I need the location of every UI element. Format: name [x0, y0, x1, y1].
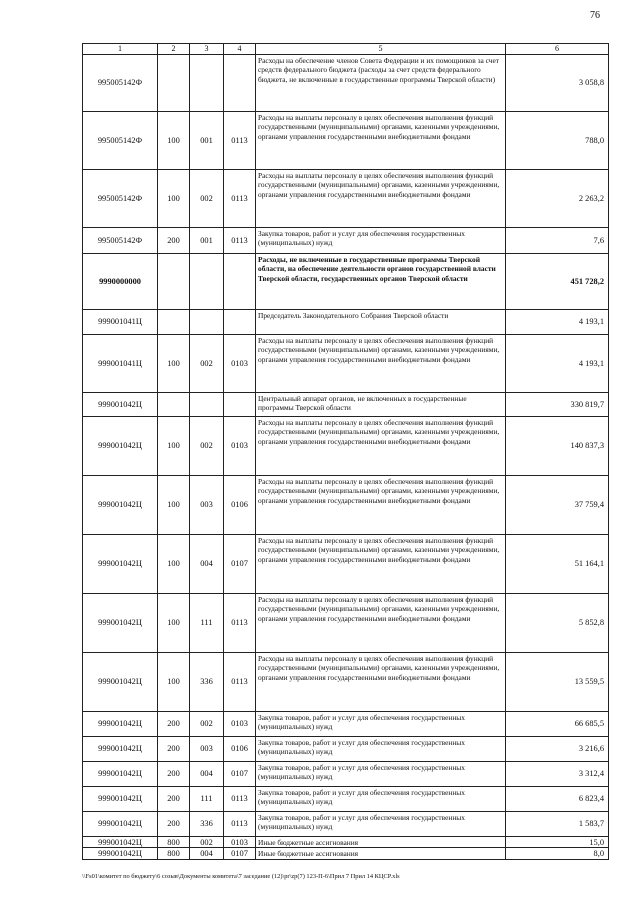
amount-cell: 15,0: [506, 837, 609, 848]
column-header: 3: [190, 44, 224, 55]
code-cell: 995005142Ф: [83, 170, 158, 228]
description-cell: Расходы на выплаты персоналу в целях обеспечения выполнения функций государственными (муниципальными) органами, казенными учреждениями, органами управления государственными внебюджетными фондами: [256, 535, 506, 594]
amount-cell: 51 164,1: [506, 535, 609, 594]
description-cell: Расходы на выплаты персоналу в целях обеспечения выполнения функций государственными (муниципальными) органами, казенными учреждениями, органами управления государственными внебюджетными фондами: [256, 476, 506, 535]
table-row: [83, 812, 609, 837]
amount-cell: 140 837,3: [506, 417, 609, 476]
amount-cell: 4 193,1: [506, 335, 609, 393]
code-cell: 999001042Ц: [83, 762, 158, 787]
code-cell: 999001042Ц: [83, 393, 158, 417]
subsection-cell: 0103: [224, 712, 256, 737]
code-cell: 999001042Ц: [83, 476, 158, 535]
ministry-cell: 111: [190, 787, 224, 812]
amount-cell: 451 728,2: [506, 254, 609, 310]
ministry-cell: 002: [190, 712, 224, 737]
subsection-cell: 0113: [224, 594, 256, 653]
ministry-cell: 004: [190, 535, 224, 594]
section-cell: 100: [158, 335, 190, 393]
ministry-cell: 002: [190, 170, 224, 228]
code-cell: 999001042Ц: [83, 417, 158, 476]
column-header: 4: [224, 44, 256, 55]
section-cell: 800: [158, 837, 190, 848]
code-cell: 999001042Ц: [83, 812, 158, 837]
ministry-cell: 336: [190, 653, 224, 712]
table-row: [83, 310, 609, 335]
section-cell: [158, 393, 190, 417]
code-cell: 995005142Ф: [83, 112, 158, 170]
table-row: [83, 712, 609, 737]
description-cell: Закупка товаров, работ и услуг для обеспечения государственных (муниципальных) нужд: [256, 737, 506, 762]
description-cell: Закупка товаров, работ и услуг для обеспечения государственных (муниципальных) нужд: [256, 762, 506, 787]
subsection-cell: [224, 55, 256, 112]
table-header-row: [83, 44, 609, 55]
section-cell: [158, 254, 190, 310]
column-header: 5: [256, 44, 506, 55]
code-cell: 999001042Ц: [83, 787, 158, 812]
description-cell: Расходы на выплаты персоналу в целях обеспечения выполнения функций государственными (муниципальными) органами, казенными учреждениями, органами управления государственными внебюджетными фондами: [256, 594, 506, 653]
ministry-cell: 002: [190, 837, 224, 848]
amount-cell: 3 312,4: [506, 762, 609, 787]
amount-cell: 788,0: [506, 112, 609, 170]
code-cell: 999001042Ц: [83, 535, 158, 594]
section-cell: 100: [158, 653, 190, 712]
table-row: [83, 335, 609, 393]
subsection-cell: 0107: [224, 848, 256, 859]
section-cell: 100: [158, 594, 190, 653]
subsection-cell: 0113: [224, 112, 256, 170]
subsection-cell: [224, 393, 256, 417]
section-cell: [158, 310, 190, 335]
table-row: [83, 476, 609, 535]
ministry-cell: 336: [190, 812, 224, 837]
amount-cell: 6 823,4: [506, 787, 609, 812]
subsection-cell: 0103: [224, 837, 256, 848]
table-body: [83, 55, 609, 860]
section-cell: 100: [158, 535, 190, 594]
page-number: 76: [590, 10, 600, 21]
section-cell: 800: [158, 848, 190, 859]
subsection-cell: 0107: [224, 535, 256, 594]
code-cell: 999001042Ц: [83, 653, 158, 712]
code-cell: 995005142Ф: [83, 55, 158, 112]
table-row: [83, 535, 609, 594]
section-cell: 200: [158, 737, 190, 762]
table-row: [83, 848, 609, 859]
description-cell: Расходы на выплаты персоналу в целях обеспечения выполнения функций государственными (муниципальными) органами, казенными учреждениями, органами управления государственными внебюджетными фондами: [256, 417, 506, 476]
table-row: [83, 594, 609, 653]
ministry-cell: 002: [190, 417, 224, 476]
code-cell: 999001042Ц: [83, 737, 158, 762]
column-header: 1: [83, 44, 158, 55]
table-row: [83, 393, 609, 417]
description-cell: Иные бюджетные ассигнования: [256, 848, 506, 859]
ministry-cell: 002: [190, 335, 224, 393]
description-cell: Закупка товаров, работ и услуг для обеспечения государственных (муниципальных) нужд: [256, 812, 506, 837]
subsection-cell: 0113: [224, 787, 256, 812]
amount-cell: 4 193,1: [506, 310, 609, 335]
ministry-cell: 004: [190, 848, 224, 859]
description-cell: Расходы на выплаты персоналу в целях обеспечения выполнения функций государственными (муниципальными) органами, казенными учреждениями, органами управления государственными внебюджетными фондами: [256, 335, 506, 393]
ministry-cell: 003: [190, 476, 224, 535]
description-cell: Расходы на обеспечение членов Совета Федерации и их помощников за счет средств федерального бюджета (расходы за счет средств федерального бюджета, не включенные в государственные программы Тверской области): [256, 55, 506, 112]
amount-cell: 2 263,2: [506, 170, 609, 228]
subsection-cell: 0106: [224, 737, 256, 762]
subsection-cell: 0113: [224, 812, 256, 837]
amount-cell: 330 819,7: [506, 393, 609, 417]
subsection-cell: 0113: [224, 170, 256, 228]
amount-cell: 3 216,6: [506, 737, 609, 762]
description-cell: Председатель Законодательного Собрания Тверской области: [256, 310, 506, 335]
section-cell: 100: [158, 170, 190, 228]
table-row: [83, 55, 609, 112]
table-row: [83, 653, 609, 712]
table-row: [83, 228, 609, 254]
ministry-cell: 001: [190, 228, 224, 254]
code-cell: 9990000000: [83, 254, 158, 310]
description-cell: Расходы на выплаты персоналу в целях обеспечения выполнения функций государственными (муниципальными) органами, казенными учреждениями, органами управления государственными внебюджетными фондами: [256, 653, 506, 712]
column-header: 2: [158, 44, 190, 55]
file-path-footer: \\Fs01\комитет по бюджету\6 созыв\Документы комитета\7 заседание (12)\pr\zp(7) 123-П-6\Прил 7 Прил 14 КЦСР.xls: [82, 873, 400, 880]
table-row: [83, 737, 609, 762]
subsection-cell: 0103: [224, 335, 256, 393]
subsection-cell: [224, 254, 256, 310]
code-cell: 999001042Ц: [83, 837, 158, 848]
code-cell: 999001041Ц: [83, 335, 158, 393]
section-cell: 200: [158, 762, 190, 787]
code-cell: 995005142Ф: [83, 228, 158, 254]
amount-cell: 3 058,8: [506, 55, 609, 112]
section-cell: 200: [158, 787, 190, 812]
ministry-cell: 004: [190, 762, 224, 787]
code-cell: 999001041Ц: [83, 310, 158, 335]
table-row: [83, 254, 609, 310]
table-row: [83, 762, 609, 787]
description-cell: Закупка товаров, работ и услуг для обеспечения государственных (муниципальных) нужд: [256, 228, 506, 254]
subsection-cell: 0107: [224, 762, 256, 787]
subsection-cell: 0113: [224, 653, 256, 712]
description-cell: Закупка товаров, работ и услуг для обеспечения государственных (муниципальных) нужд: [256, 787, 506, 812]
ministry-cell: [190, 55, 224, 112]
section-cell: 100: [158, 417, 190, 476]
description-cell: Иные бюджетные ассигнования: [256, 837, 506, 848]
code-cell: 999001042Ц: [83, 712, 158, 737]
section-cell: 100: [158, 476, 190, 535]
ministry-cell: 111: [190, 594, 224, 653]
amount-cell: 66 685,5: [506, 712, 609, 737]
code-cell: 999001042Ц: [83, 594, 158, 653]
description-cell: Центральный аппарат органов, не включенных в государственные программы Тверской области: [256, 393, 506, 417]
description-cell: Расходы, не включенные в государственные программы Тверской области, на обеспечение деятельности органов государственной власти Тверской области, государственных органов Тверской области: [256, 254, 506, 310]
ministry-cell: [190, 254, 224, 310]
amount-cell: 7,6: [506, 228, 609, 254]
subsection-cell: 0106: [224, 476, 256, 535]
amount-cell: 5 852,8: [506, 594, 609, 653]
table-row: [83, 112, 609, 170]
ministry-cell: 001: [190, 112, 224, 170]
ministry-cell: [190, 310, 224, 335]
budget-table: [82, 43, 609, 860]
amount-cell: 13 559,5: [506, 653, 609, 712]
subsection-cell: 0113: [224, 228, 256, 254]
code-cell: 999001042Ц: [83, 848, 158, 859]
section-cell: 200: [158, 228, 190, 254]
amount-cell: 8,0: [506, 848, 609, 859]
description-cell: Расходы на выплаты персоналу в целях обеспечения выполнения функций государственными (муниципальными) органами, казенными учреждениями, органами управления государственными внебюджетными фондами: [256, 112, 506, 170]
table-row: [83, 170, 609, 228]
description-cell: Закупка товаров, работ и услуг для обеспечения государственных (муниципальных) нужд: [256, 712, 506, 737]
amount-cell: 37 759,4: [506, 476, 609, 535]
column-header: 6: [506, 44, 609, 55]
amount-cell: 1 583,7: [506, 812, 609, 837]
section-cell: [158, 55, 190, 112]
table-row: [83, 787, 609, 812]
subsection-cell: 0103: [224, 417, 256, 476]
description-cell: Расходы на выплаты персоналу в целях обеспечения выполнения функций государственными (муниципальными) органами, казенными учреждениями, органами управления государственными внебюджетными фондами: [256, 170, 506, 228]
subsection-cell: [224, 310, 256, 335]
section-cell: 200: [158, 812, 190, 837]
section-cell: 100: [158, 112, 190, 170]
section-cell: 200: [158, 712, 190, 737]
table-row: [83, 837, 609, 848]
ministry-cell: [190, 393, 224, 417]
ministry-cell: 003: [190, 737, 224, 762]
table-row: [83, 417, 609, 476]
